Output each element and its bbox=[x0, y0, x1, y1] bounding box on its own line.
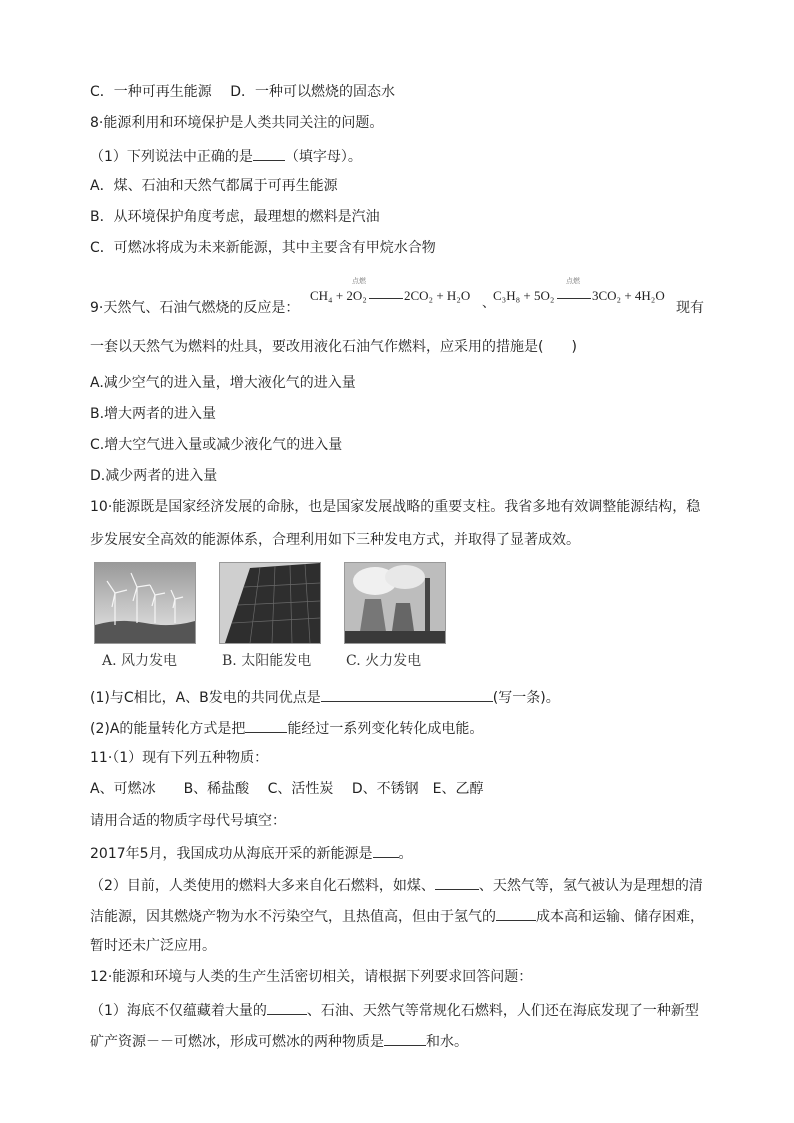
question-11-part-1 bbox=[90, 842, 413, 864]
thermal-power-photo bbox=[344, 562, 446, 644]
wind-power-photo bbox=[94, 562, 196, 644]
caption-c: C. 火力发电 bbox=[346, 653, 422, 669]
question-11-stem: 11·（1）现有下列五种物质： bbox=[90, 750, 269, 766]
question-12-part-1-cont bbox=[90, 1030, 468, 1052]
question-10-stem: 10·能源既是国家经济发展的命脉，也是国家发展战略的重要支柱。我省多地有效调整能源结构，稳 bbox=[90, 499, 701, 515]
option-c-d-line: C．一种可再生能源 D．一种可以燃烧的固态水 bbox=[90, 84, 396, 100]
question-10-part-1 bbox=[90, 686, 560, 708]
answer-blank[interactable] bbox=[245, 717, 287, 733]
text: (2)A的能量转化方式是把 bbox=[90, 721, 246, 737]
equation-2-bar bbox=[557, 298, 591, 299]
text: (1)与C相比，A、B发电的共同优点是 bbox=[90, 690, 321, 706]
caption-a: A. 风力发电 bbox=[102, 653, 178, 669]
answer-blank[interactable] bbox=[267, 999, 307, 1015]
text: 。 bbox=[398, 846, 413, 862]
question-8-option-a: A．煤、石油和天然气都属于可再生能源 bbox=[90, 178, 338, 194]
text: (写一条)。 bbox=[492, 690, 560, 706]
equation-1-reactants: CH₄ + 2O₂ bbox=[310, 288, 367, 303]
reaction-condition: 点燃 bbox=[566, 277, 580, 285]
equation-separator: 、 bbox=[482, 296, 496, 311]
question-8-part-1 bbox=[90, 145, 362, 167]
text: 、石油、天然气等常规化石燃料，人们还在海底发现了一种新型 bbox=[306, 1003, 699, 1019]
text: （1）下列说法中正确的是 bbox=[90, 149, 253, 165]
text: 能经过一系列变化转化成电能。 bbox=[287, 721, 484, 737]
question-12-part-1 bbox=[90, 999, 699, 1021]
reaction-condition: 点燃 bbox=[352, 277, 366, 285]
question-12-stem: 12·能源和环境与人类的生产生活密切相关，请根据下列要求回答问题： bbox=[90, 969, 533, 985]
question-8-stem: 8·能源利用和环境保护是人类共同关注的问题。 bbox=[90, 115, 384, 131]
question-8-option-c: C．可燃冰将成为未来新能源，其中主要含有甲烷水合物 bbox=[90, 240, 436, 256]
text: 和水。 bbox=[426, 1034, 468, 1050]
equation-2-reactants: C₃H₈ + 5O₂ bbox=[493, 288, 555, 303]
question-9-option-a: A.减少空气的进入量，增大液化气的进入量 bbox=[90, 375, 356, 391]
equation-1-bar bbox=[369, 298, 403, 299]
equation-2-products: 3CO₂ + 4H₂O bbox=[592, 288, 665, 303]
question-11-instruction: 请用合适的物质字母代号填空： bbox=[90, 813, 286, 829]
answer-blank[interactable] bbox=[496, 905, 536, 921]
text: （2）目前，人类使用的燃料大多来自化石燃料，如煤、 bbox=[90, 878, 435, 894]
text: 、天然气等，氢气被认为是理想的清 bbox=[478, 878, 703, 894]
answer-blank[interactable] bbox=[253, 145, 285, 161]
solar-power-photo bbox=[219, 562, 321, 644]
question-11-part-2 bbox=[90, 874, 703, 896]
question-9-option-c: C.增大空气进入量或减少液化气的进入量 bbox=[90, 437, 343, 453]
question-11-part-2-end: 暂时还未广泛应用。 bbox=[90, 938, 216, 954]
text: 成本高和运输、储存困难， bbox=[536, 909, 704, 925]
question-9-stem-cont bbox=[90, 337, 577, 357]
text: ) bbox=[571, 339, 577, 355]
text: 2017年5月，我国成功从海底开采的新能源是 bbox=[90, 846, 373, 862]
text: 洁能源，因其燃烧产物为水不污染空气，且热值高，但由于氢气的 bbox=[90, 909, 496, 925]
text: 矿产资源－－可燃冰，形成可燃冰的两种物质是 bbox=[90, 1034, 384, 1050]
equation-1-products: 2CO₂ + H₂O bbox=[404, 288, 471, 303]
answer-blank[interactable] bbox=[321, 686, 493, 702]
text: 一套以天然气为燃料的灶具，要改用液化石油气作燃料，应采用的措施是( bbox=[90, 339, 544, 355]
question-9-option-d: D.减少两者的进入量 bbox=[90, 468, 218, 484]
answer-blank[interactable] bbox=[373, 842, 399, 858]
question-10-part-2 bbox=[90, 717, 483, 739]
question-9-stem: 9·天然气、石油气燃烧的反应是： bbox=[90, 300, 300, 316]
question-10-stem-cont: 步发展安全高效的能源体系，合理利用如下三种发电方式，并取得了显著成效。 bbox=[90, 532, 580, 548]
answer-blank[interactable] bbox=[384, 1030, 426, 1046]
question-9-stem-end: 现有 bbox=[676, 300, 704, 316]
question-9-option-b: B.增大两者的进入量 bbox=[90, 406, 217, 422]
answer-blank[interactable] bbox=[435, 874, 479, 890]
question-11-substances: A、可燃冰 B、稀盐酸 C、活性炭 D、不锈钢 E、乙醇 bbox=[90, 781, 484, 797]
caption-b: B. 太阳能发电 bbox=[222, 653, 312, 669]
text: （1）海底不仅蕴藏着大量的 bbox=[90, 1003, 267, 1019]
text: （填字母）。 bbox=[284, 149, 362, 165]
question-11-part-2-cont bbox=[90, 905, 704, 927]
question-8-option-b: B．从环境保护角度考虑，最理想的燃料是汽油 bbox=[90, 209, 380, 225]
